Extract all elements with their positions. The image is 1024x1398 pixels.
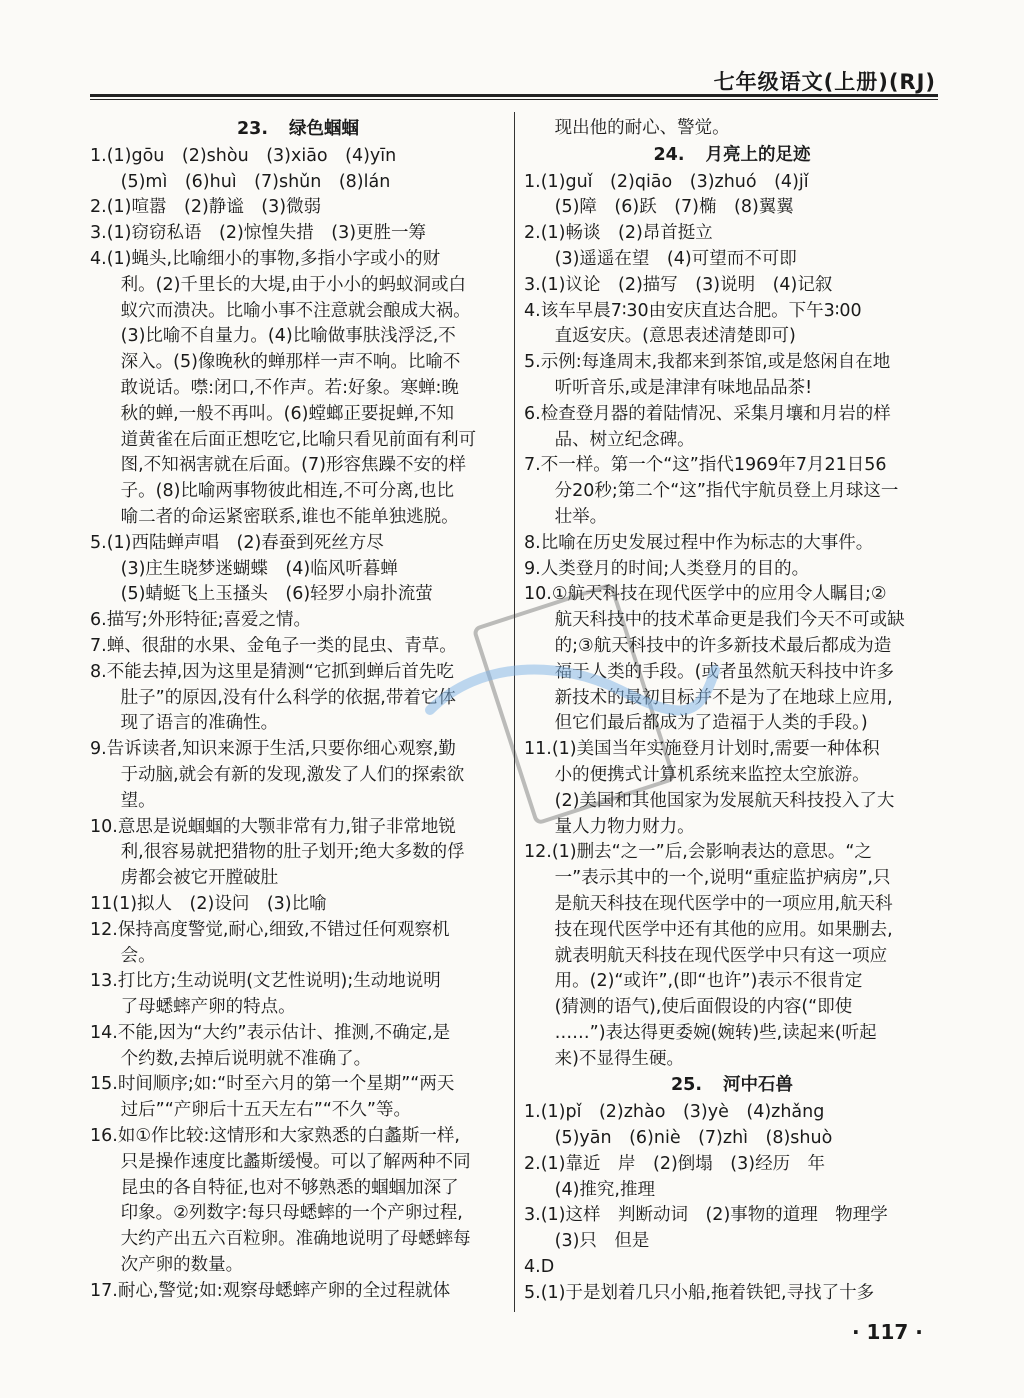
answer-line: 量人力物力财力。 — [554, 816, 695, 837]
answer-line: 听听音乐,或是津津有味地品品茶! — [554, 377, 813, 398]
answer-line: 1.(1)guǐ (2)qiāo (3)zhuó (4)jǐ — [524, 171, 809, 192]
answer-line: (2)美国和其他国家为发展航天科技投入了大 — [554, 790, 895, 811]
answer-line: (5)障 (6)跃 (7)椭 (8)翼翼 — [554, 197, 794, 218]
answer-line: 但它们最后都成为了造福于人类的手段。) — [554, 713, 868, 734]
answer-line: 5.(1)西陆蝉声唱 (2)春蚕到死丝方尽 — [90, 532, 384, 553]
answer-line: 虏都会被它开膛破肚 — [120, 868, 279, 889]
answer-line: 9.人类登月的时间;人类登月的目的。 — [524, 558, 810, 579]
answer-line: 9.告诉读者,知识来源于生活,只要你细心观察,勤 — [90, 739, 456, 760]
answer-line: 2.(1)喧嚣 (2)静谧 (3)微弱 — [90, 197, 322, 218]
answer-line: 秋的蝉,一般不再叫。(6)螳螂正要捉蝉,不知 — [120, 403, 455, 424]
section-number: 25. — [670, 1075, 702, 1096]
answer-line: 新技术的最初目标并不是为了在地球上应用, — [554, 687, 893, 708]
answer-line: 6.检查登月器的着陆情况、采集月壤和月岩的样 — [524, 403, 891, 424]
answer-line: 2.(1)靠近 岸 (2)倒塌 (3)经历 年 — [524, 1153, 826, 1174]
answer-line: 图,不知祸害就在后面。(7)形容焦躁不安的样 — [120, 455, 466, 476]
answer-line: 4.该车早晨7∶30由安庆直达合肥。下午3∶00 — [524, 300, 862, 321]
answer-line: 深入。(5)像晚秋的蝉那样一声不响。比喻不 — [120, 352, 461, 373]
section-title-text: 绿色蝈蝈 — [289, 119, 359, 139]
answer-line: (3)只 但是 — [554, 1231, 650, 1252]
header-rule-thin — [90, 99, 938, 100]
answer-line: 现出他的耐心、警觉。 — [554, 118, 730, 138]
answer-line: 4.D — [524, 1257, 555, 1278]
answer-line: 望。 — [120, 790, 156, 811]
page-header: 七年级语文(上册)(RJ) — [713, 70, 936, 94]
answer-line: 大约产出五六百粒卵。准确地说明了母蟋蟀每 — [120, 1229, 471, 1250]
answer-line: 6.描写;外形特征;喜爱之情。 — [90, 610, 311, 631]
answer-line: 7.蝉、很甜的水果、金龟子一类的昆虫、青草。 — [90, 635, 457, 656]
answer-line: (3)比喻不自量力。(4)比喻做事肤浅浮泛,不 — [120, 326, 456, 347]
answer-line: (5)蜻蜓飞上玉搔头 (6)轻罗小扇扑流萤 — [120, 584, 433, 605]
answer-line: 8.不能去掉,因为这里是猜测“它抓到蝉后首先吃 — [90, 661, 454, 682]
section-title — [524, 143, 940, 169]
section-title — [524, 1073, 940, 1099]
answer-line: 12.(1)删去“之一”后,会影响表达的意思。“之 — [524, 842, 872, 863]
answer-line: 14.不能,因为“大约”表示估计、推测,不确定,是 — [90, 1022, 451, 1043]
page-number: · 117 · — [852, 1320, 923, 1344]
answer-line: 道黄雀在后面正想吃它,比喻只看见前面有利可 — [120, 429, 477, 450]
answer-line: 次产卵的数量。 — [120, 1255, 244, 1276]
answer-line: 一”表示其中的一个,说明“重症监护病房”,只 — [554, 868, 891, 889]
watermark-logo — [420, 650, 720, 730]
header-rule-thick — [90, 94, 938, 97]
answer-line: 10.意思是说蝈蝈的大颚非常有力,钳子非常地锐 — [90, 816, 456, 837]
answer-line: 2.(1)畅谈 (2)昂首挺立 — [524, 223, 713, 244]
answer-line: 5.(1)于是划着几只小船,拖着铁钯,寻找了十多 — [524, 1282, 875, 1303]
answer-line: 3.(1)议论 (2)描写 (3)说明 (4)记叙 — [524, 274, 833, 295]
answer-line: 了母蟋蟀产卵的特点。 — [120, 997, 296, 1018]
answer-line: (5)yān (6)niè (7)zhì (8)shuò — [554, 1128, 833, 1149]
answer-line: 昆虫的各自特征,也对不够熟悉的蝈蝈加深了 — [120, 1177, 459, 1198]
answer-line: 子。(8)比喻两事物彼此相连,不可分离,也比 — [120, 481, 455, 502]
answer-line: 现了语言的准确性。 — [120, 713, 279, 734]
answer-line: ……”)表达得更委婉(婉转)些,读起来(听起 — [554, 1022, 877, 1043]
section-title-text: 河中石兽 — [723, 1075, 793, 1096]
section-title-text: 月亮上的足迹 — [705, 144, 811, 165]
section-title — [90, 117, 506, 143]
answer-line: 技在现代医学中还有其他的应用。如果删去, — [554, 919, 893, 940]
answer-line: 10.①航天科技在现代医学中的应用令人瞩目;② — [524, 584, 887, 605]
answer-line: 13.打比方;生动说明(文艺性说明);生动地说明 — [90, 971, 441, 992]
answer-line: 壮举。 — [554, 506, 608, 527]
answer-line: 11(1)拟人 (2)设问 (3)比喻 — [90, 893, 327, 914]
answer-line: 是航天科技在现代医学中的一项应用,航天科 — [554, 893, 893, 914]
answer-line: 1.(1)gōu (2)shòu (3)xiāo (4)yīn — [90, 145, 397, 166]
answer-line: 福于人类的手段。(或者虽然航天科技中许多 — [554, 661, 894, 682]
answer-line: (3)遥遥在望 (4)可望而不可即 — [554, 248, 797, 269]
section-number: 24. — [653, 144, 685, 165]
answer-line: 11.(1)美国当年实施登月计划时,需要一种体积 — [524, 739, 880, 760]
answer-line: 品、树立纪念碑。 — [554, 429, 695, 450]
answer-line: 5.示例:每逢周末,我都来到茶馆,或是悠闲自在地 — [524, 352, 891, 373]
answer-line: 小的便携式计算机系统来监控太空旅游。 — [554, 764, 870, 785]
answer-line: 4.(1)蝇头,比喻细小的事物,多指小字或小的财 — [90, 248, 441, 269]
answer-line: 个约数,去掉后说明就不准确了。 — [120, 1048, 372, 1069]
answer-line: 航天科技中的技术革命更是我们今天不可或缺 — [554, 610, 905, 631]
answer-line: 肚子”的原因,没有什么科学的依据,带着它体 — [120, 687, 456, 708]
answer-line: 于动脑,就会有新的发现,激发了人们的探索欲 — [120, 764, 465, 785]
answer-line: 3.(1)这样 判断动词 (2)事物的道理 物理学 — [524, 1205, 888, 1226]
answer-line: 12.保持高度警觉,耐心,细致,不错过任何观察机 — [90, 919, 450, 940]
answer-line: (5)mì (6)huì (7)shǔn (8)lán — [120, 171, 391, 192]
answer-line: 1.(1)pǐ (2)zhào (3)yè (4)zhǎng — [524, 1102, 825, 1123]
answer-line: 利。(2)千里长的大堤,由于小小的蚂蚁洞或白 — [120, 274, 466, 295]
answer-line: 利,很容易就把猎物的肚子划开;绝大多数的俘 — [120, 842, 465, 863]
answer-line: 过后”“产卵后十五天左右”“不久”等。 — [120, 1100, 411, 1121]
answer-line: 的;③航天科技中的许多新技术最后都成为造 — [554, 635, 892, 656]
answer-line: 印象。②列数字:每只母蟋蟀的一个产卵过程, — [120, 1203, 463, 1224]
answer-line: 分20秒;第二个“这”指代宇航员登上月球这一 — [554, 481, 899, 502]
answer-line: (4)推究,推理 — [554, 1179, 655, 1200]
answer-line: 会。 — [120, 945, 156, 966]
answer-line: 喻二者的命运紧密联系,谁也不能单独逃脱。 — [120, 506, 459, 527]
answer-line: 8.比喻在历史发展过程中作为标志的大事件。 — [524, 532, 874, 553]
answer-line: 就表明航天科技在现代医学中只有这一项应 — [554, 945, 888, 966]
answer-line: 17.耐心,警觉;如:观察母蟋蟀产卵的全过程就体 — [90, 1280, 451, 1301]
answer-line: 3.(1)窃窃私语 (2)惊惶失措 (3)更胜一筹 — [90, 223, 427, 244]
section-number: 23. — [236, 119, 268, 139]
answer-line: 7.不一样。第一个“这”指代1969年7月21日56 — [524, 455, 887, 476]
answer-line: 来)不显得生硬。 — [554, 1048, 684, 1069]
answer-line: 敢说话。噤:闭口,不作声。若:好象。寒蝉:晚 — [120, 377, 459, 398]
answer-line: 只是操作速度比蠡斯缓慢。可以了解两种不同 — [120, 1151, 471, 1172]
answer-line: 16.如①作比较:这情形和大家熟悉的白蠡斯一样, — [90, 1126, 460, 1147]
answer-line: (猜测的语气),使后面假设的内容(“即使 — [554, 997, 853, 1018]
answer-line: (3)庄生晓梦迷蝴蝶 (4)临风听暮蝉 — [120, 558, 398, 579]
answer-line: 蚁穴而溃决。比喻小事不注意就会酿成大祸。 — [120, 300, 471, 321]
answer-line: 15.时间顺序;如:“时至六月的第一个星期”“两天 — [90, 1074, 455, 1095]
answer-line: 用。(2)“或许”,(即“也许”)表示不很肯定 — [554, 971, 863, 992]
answer-line: 直返安庆。(意思表述清楚即可) — [554, 326, 796, 347]
